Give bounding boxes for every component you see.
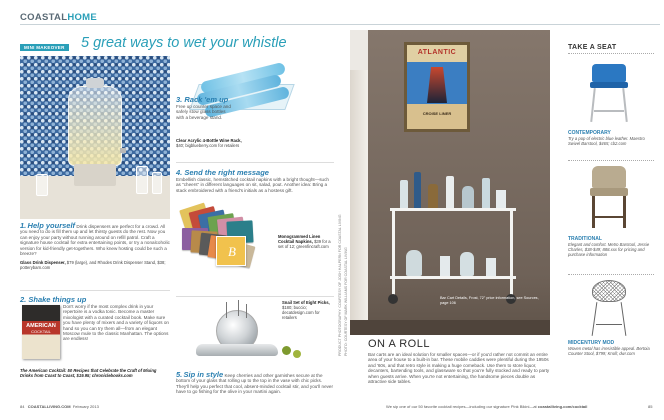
stool-back xyxy=(592,166,626,188)
footer-left xyxy=(20,404,99,409)
sidebar-item-contemporary xyxy=(568,130,654,146)
stool-footrest xyxy=(594,110,624,112)
glass xyxy=(440,256,450,276)
divider xyxy=(568,53,654,54)
sidebar-item-text: Elegant and comfort. Metro Barstool, Jessie Charles, $38-$49; 888.xxx for pricing and purchase information xyxy=(568,242,650,257)
glass xyxy=(152,172,162,194)
sidebar-item-midcentury xyxy=(568,340,654,356)
stool-footrest xyxy=(596,324,622,325)
cart-leg xyxy=(510,208,513,300)
bar-cart-room-photo xyxy=(350,30,550,335)
poster-subtitle: CROISE LINER xyxy=(422,111,452,116)
poster-title: ATLANTIC xyxy=(417,49,457,56)
tip-title: Shake things up xyxy=(28,295,87,304)
wire-seat xyxy=(592,280,626,302)
tip-body: Keep cherries and other garnishes secure at the bottom of your glass that rolling up to the top in the vase with chic picks. They'll help you perfect that cool, absent-minded cocktail stir, and you'll never have to go fishing for the olive in your martini again. xyxy=(176,373,334,395)
tip-title: Rack 'em up xyxy=(184,95,229,104)
bottle xyxy=(400,180,408,208)
footer-note: We sip one of our 50 favorite cocktail recipes—including our signature Pink Bikini—at xyxy=(386,404,537,409)
footer-brand: COASTALLIVING.COM xyxy=(27,404,71,409)
divider xyxy=(176,296,334,297)
floor xyxy=(350,320,550,335)
stool-leg xyxy=(592,196,595,228)
tip-body: Don't worry if the most complex drink in your repertoire is a vodka tonic. Become a master mixologist with a curated cocktail book. Make sure you have plenty of mixers and a variety of liquors on hand so you can try them all—from an elegant Moscow mule to the classic Manhattan. The options are endless! xyxy=(63,304,169,342)
sidebar-item-text: Try a pop of electric blue leather. Maestro Swivel Barstool, $465; cb2.com xyxy=(568,136,645,146)
divider xyxy=(568,274,654,275)
photo-credit: PHOTO: COURTESY OF MARK WILLIAMS FOR COASTAL LIVING xyxy=(344,247,348,356)
cocktail-book xyxy=(22,305,60,359)
bottle xyxy=(428,184,438,208)
cocktail-pick xyxy=(226,302,227,318)
glass xyxy=(136,166,148,194)
on-a-roll-body: Bar carts are an ideal solution for smaller spaces—or if you'd rather not commit an entire area of your house to a built-in bar. These mobile caddies were plentiful during the 1950s and '60s, and that retro style is making a huge comeback. Use them to store liquor, decanters, bartending tools, and glassware so that you're fully stocked and ready to party when guests arrive. When you're not entertaining, the handsome pieces double as attractive side tables. xyxy=(368,352,550,385)
tip-body: Embellish classic, hemstitched cocktail napkins with a bright thought—such as "cheers" in different languages on sit, salad, pout. Another idea: Bring a stack embroidered with a friend's initials as a hostess gift. xyxy=(176,177,329,193)
monogram-letter: B xyxy=(228,244,236,259)
tip-number: 3. xyxy=(176,95,183,104)
dispenser-jar xyxy=(68,86,122,166)
stool-footrest xyxy=(594,216,624,218)
header-rule xyxy=(20,24,660,25)
ship-icon xyxy=(427,67,447,103)
stool-back xyxy=(592,64,626,82)
tip-caption: The American Cocktail: 50 Recipes that Celebrate the Craft of Mixing Drinks from Coast to Coast, $19.95; chroniclebooks.com xyxy=(20,368,157,378)
footer-url[interactable]: coastalliving.com/cocktail xyxy=(537,404,588,409)
page-number: 85 xyxy=(648,404,653,409)
contemporary-stool xyxy=(584,62,634,124)
stool-leg xyxy=(623,196,626,228)
divider xyxy=(176,162,334,163)
tip-number: 1. xyxy=(20,221,27,230)
sidebar-item-name: TRADITIONAL xyxy=(568,236,602,242)
sidebar-item-traditional xyxy=(568,236,654,257)
sidebar-item-text: Woven metal has irresistible appeal. Bertoia Counter Stool, $799; Knoll; dwr.com xyxy=(568,346,650,356)
stool-leg xyxy=(590,88,596,122)
mini-makeover-badge: MINI MAKEOVER xyxy=(20,44,69,51)
tip-title: Sip in style xyxy=(183,370,224,379)
tip-number: 5. xyxy=(176,370,183,379)
dispenser-spigot xyxy=(120,148,126,153)
brand-coastal: COASTAL xyxy=(20,12,68,23)
footer-right xyxy=(386,404,587,409)
sidebar-title: TAKE A SEAT xyxy=(568,44,617,51)
curtain xyxy=(350,70,368,335)
sidebar-item-name: MIDCENTURY MOD xyxy=(568,340,615,346)
footer-date: February 2013 xyxy=(72,404,99,409)
olive xyxy=(293,350,301,358)
tip-caption: Clear Acrylic 4-Bottle Wine Rack, $40; bigblueberry.com for retailers xyxy=(176,138,242,148)
stool-seat xyxy=(590,188,628,196)
bar-cart xyxy=(390,168,516,308)
page-number: 84 xyxy=(20,404,25,409)
tip-4 xyxy=(176,168,334,193)
snail-picks-photo xyxy=(186,300,286,370)
cocktail-pick xyxy=(238,300,239,316)
bottle xyxy=(446,176,454,208)
tip-caption: Monogrammed Linen Cocktail Napkins, $39 for a set of 12; greenfincraft.com xyxy=(278,234,331,249)
glass xyxy=(486,258,496,276)
take-a-seat-sidebar xyxy=(568,44,654,54)
tip-number: 2. xyxy=(20,295,27,304)
bar-cart-caption: Bar Cart Details, Frost, 72" price information, see Sources, page 106 xyxy=(440,296,539,305)
tip-title: Send the right message xyxy=(184,168,269,177)
tip-number: 4. xyxy=(176,168,183,177)
dispenser-stand xyxy=(74,164,116,186)
photo-credit: PRODUCT PHOTOGRAPHY: COURTESY OF JOSH HALPERN FOR COASTAL LIVING xyxy=(338,214,342,356)
decanter xyxy=(406,250,422,276)
tip-caption: Snail Set of Eight Picks, $180; buccio; decatdesign.com for retailers xyxy=(282,300,330,320)
tip-5 xyxy=(176,372,336,395)
on-a-roll-title: ON A ROLL xyxy=(368,338,430,350)
sidebar-item-name: CONTEMPORARY xyxy=(568,130,611,136)
glass xyxy=(496,190,506,208)
divider xyxy=(568,160,654,161)
stool-leg xyxy=(621,302,627,336)
stool-leg xyxy=(622,88,628,122)
glass xyxy=(36,174,48,196)
monogram-napkin xyxy=(216,236,246,266)
traditional-stool xyxy=(586,164,632,230)
atlantic-poster xyxy=(404,42,470,132)
brand-home: HOME xyxy=(67,12,98,23)
cart-bottom-shelf xyxy=(390,276,516,279)
decanter xyxy=(460,252,474,276)
dispenser-photo xyxy=(20,56,170,219)
page-headline: 5 great ways to wet your whistle xyxy=(81,35,287,51)
decanter xyxy=(462,186,474,208)
midcentury-stool xyxy=(586,280,632,338)
stool-leg xyxy=(592,302,598,336)
bottle xyxy=(482,178,490,208)
dispenser-lid xyxy=(86,78,104,88)
cart-leg xyxy=(392,208,395,300)
book-title: AMERICAN xyxy=(26,323,56,329)
cart-wheel xyxy=(388,294,398,304)
brand-logo xyxy=(20,12,97,23)
snail-body xyxy=(196,344,278,356)
tip-title: Help yourself xyxy=(27,221,76,230)
tip-1 xyxy=(20,223,170,270)
cart-top-shelf xyxy=(390,208,516,211)
tip-3 xyxy=(176,96,232,120)
tip-caption: Glass Drink Dispenser, $79 (large), and Rhodes Drink Dispenser Stand, $38; potterybarn.com xyxy=(20,260,166,271)
olive xyxy=(282,346,291,355)
book-subtitle: COCKTAIL xyxy=(31,329,51,334)
bottle xyxy=(414,172,421,208)
tip-body: Free up counter space and safely stow glass bottles with a beverage stand. xyxy=(176,104,231,120)
tip-body: Drink dispensers are perfect for a crowd. All you need to do is fill them up and let thirsty guests do the rest. Now you can enjoy your party without running around on refill patrol. Craft a signature house cocktail for extra entertaining points, or try a nonalcoholic version for kid-friendly get-togethers. Who knew hosting could be such a breeze? xyxy=(20,224,170,257)
divider xyxy=(20,290,170,291)
tip-2 xyxy=(20,295,100,304)
cocktail-pick xyxy=(246,304,247,318)
